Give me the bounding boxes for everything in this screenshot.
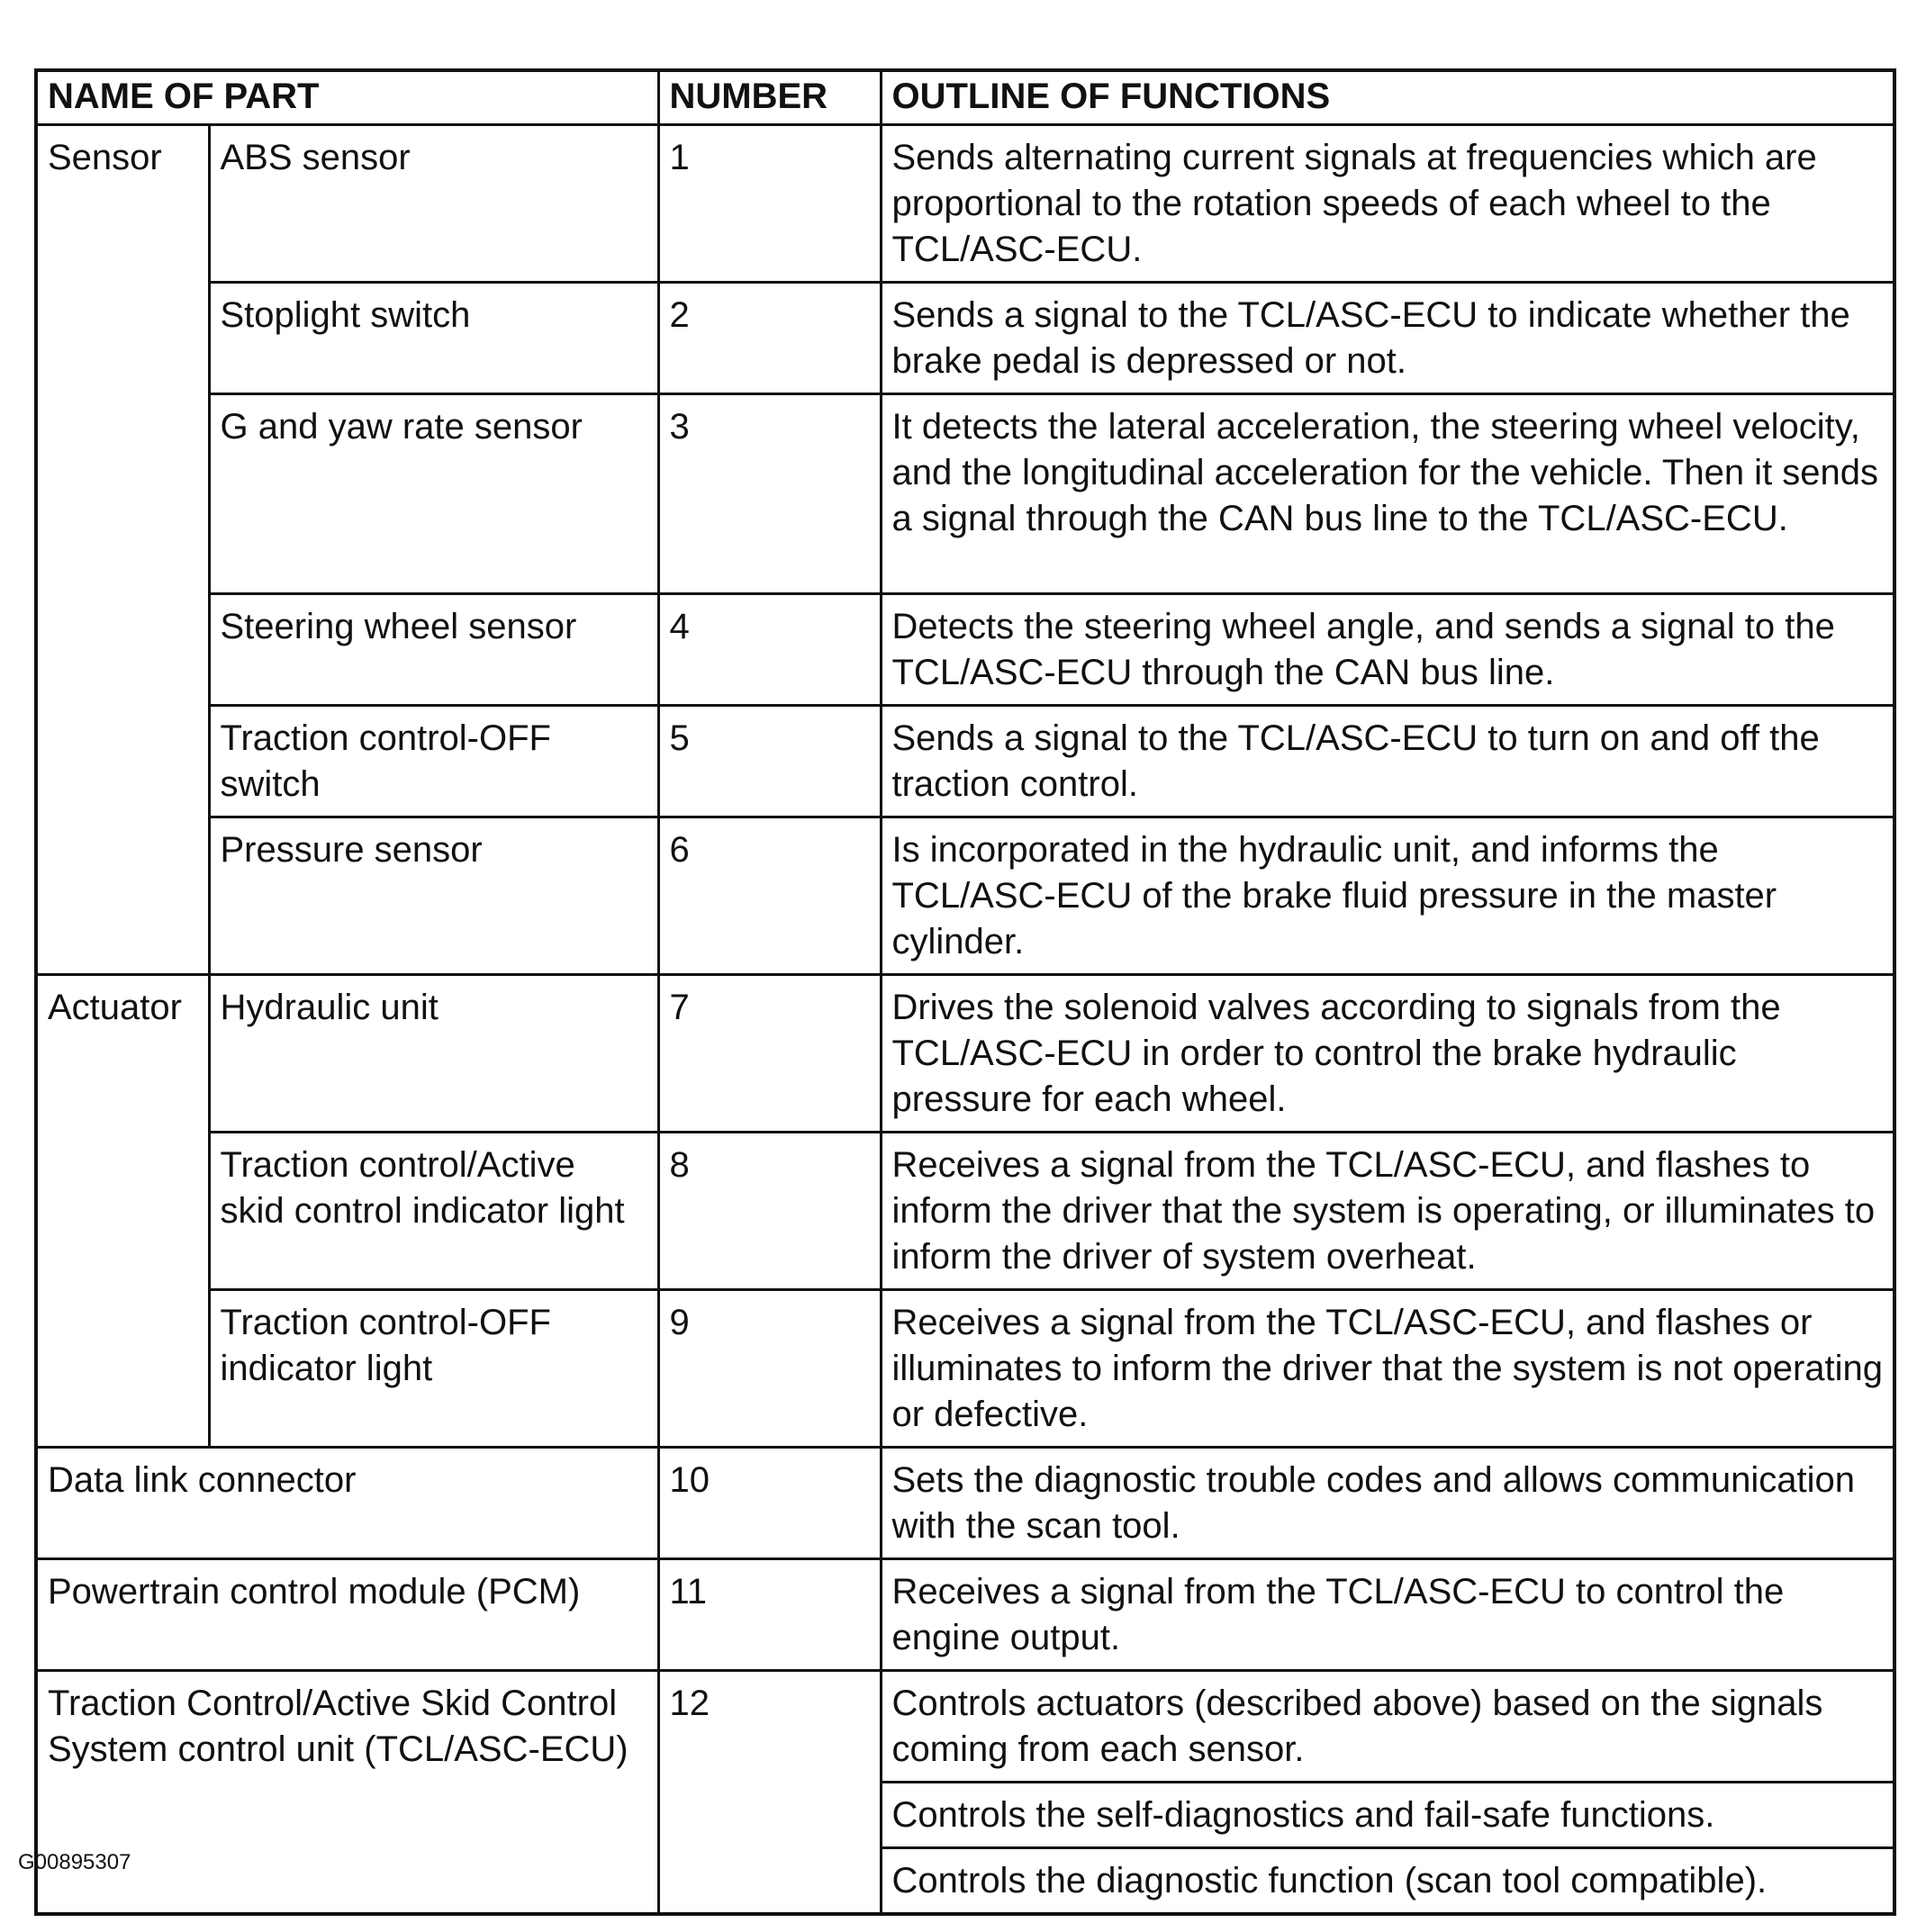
part-function: Receives a signal from the TCL/ASC-ECU, and flashes or illuminates to inform the driver that the system is not operating or defective. <box>881 1290 1894 1448</box>
header-number: NUMBER <box>658 70 881 125</box>
part-function: Sends alternating current signals at frequencies which are proportional to the rotation speeds of each wheel to the TCL/ASC-ECU. <box>881 125 1894 283</box>
part-function: Controls the diagnostic function (scan tool compatible). <box>881 1848 1894 1915</box>
part-number: 9 <box>658 1290 881 1448</box>
part-function: Is incorporated in the hydraulic unit, and informs the TCL/ASC-ECU of the brake fluid pressure in the master cylinder. <box>881 817 1894 975</box>
part-function: Controls actuators (described above) based on the signals coming from each sensor. <box>881 1671 1894 1783</box>
category-actuator: Actuator <box>36 975 209 1448</box>
part-name: G and yaw rate sensor <box>209 394 658 594</box>
part-function: It detects the lateral acceleration, the steering wheel velocity, and the longitudinal acceleration for the vehicle. Then it sends a signal through the CAN bus line to the TCL/ASC-ECU. <box>881 394 1894 594</box>
part-name: Pressure sensor <box>209 817 658 975</box>
table-row <box>36 125 1894 283</box>
part-name: Powertrain control module (PCM) <box>36 1559 658 1671</box>
table-row <box>36 594 1894 706</box>
part-name: Steering wheel sensor <box>209 594 658 706</box>
part-name: Traction control-OFF indicator light <box>209 1290 658 1448</box>
category-sensor: Sensor <box>36 125 209 975</box>
part-number: 12 <box>658 1671 881 1915</box>
part-function: Receives a signal from the TCL/ASC-ECU to control the engine output. <box>881 1559 1894 1671</box>
part-function: Drives the solenoid valves according to signals from the TCL/ASC-ECU in order to control the brake hydraulic pressure for each wheel. <box>881 975 1894 1133</box>
part-number: 10 <box>658 1448 881 1559</box>
part-function: Controls the self-diagnostics and fail-safe functions. <box>881 1783 1894 1848</box>
table-row <box>36 1448 1894 1559</box>
part-number: 7 <box>658 975 881 1133</box>
part-number: 4 <box>658 594 881 706</box>
part-number: 8 <box>658 1133 881 1290</box>
figure-id: G00895307 <box>18 1850 131 1874</box>
part-number: 2 <box>658 283 881 394</box>
part-name: Hydraulic unit <box>209 975 658 1133</box>
header-row <box>36 70 1894 125</box>
part-number: 1 <box>658 125 881 283</box>
table-row <box>36 394 1894 594</box>
header-name-of-part: NAME OF PART <box>36 70 658 125</box>
part-name: Stoplight switch <box>209 283 658 394</box>
table-row <box>36 817 1894 975</box>
table-row <box>36 706 1894 817</box>
part-function: Receives a signal from the TCL/ASC-ECU, and flashes to inform the driver that the system is operating, or illuminates to inform the driver of system overheat. <box>881 1133 1894 1290</box>
part-number: 11 <box>658 1559 881 1671</box>
part-function: Detects the steering wheel angle, and sends a signal to the TCL/ASC-ECU through the CAN bus line. <box>881 594 1894 706</box>
part-function: Sends a signal to the TCL/ASC-ECU to indicate whether the brake pedal is depressed or not. <box>881 283 1894 394</box>
table-row <box>36 1290 1894 1448</box>
parts-function-table <box>34 68 1896 1916</box>
part-number: 3 <box>658 394 881 594</box>
table-row <box>36 1133 1894 1290</box>
part-name: ABS sensor <box>209 125 658 283</box>
part-function: Sends a signal to the TCL/ASC-ECU to turn on and off the traction control. <box>881 706 1894 817</box>
part-name: Traction control/Active skid control indicator light <box>209 1133 658 1290</box>
table-row <box>36 1671 1894 1783</box>
header-outline-of-functions: OUTLINE OF FUNCTIONS <box>881 70 1894 125</box>
part-name: Traction control-OFF switch <box>209 706 658 817</box>
table-row <box>36 283 1894 394</box>
part-number: 6 <box>658 817 881 975</box>
part-name: Data link connector <box>36 1448 658 1559</box>
table-row <box>36 1559 1894 1671</box>
part-number: 5 <box>658 706 881 817</box>
part-function: Sets the diagnostic trouble codes and allows communication with the scan tool. <box>881 1448 1894 1559</box>
part-name: Traction Control/Active Skid Control System control unit (TCL/ASC-ECU) <box>36 1671 658 1915</box>
table-row <box>36 975 1894 1133</box>
